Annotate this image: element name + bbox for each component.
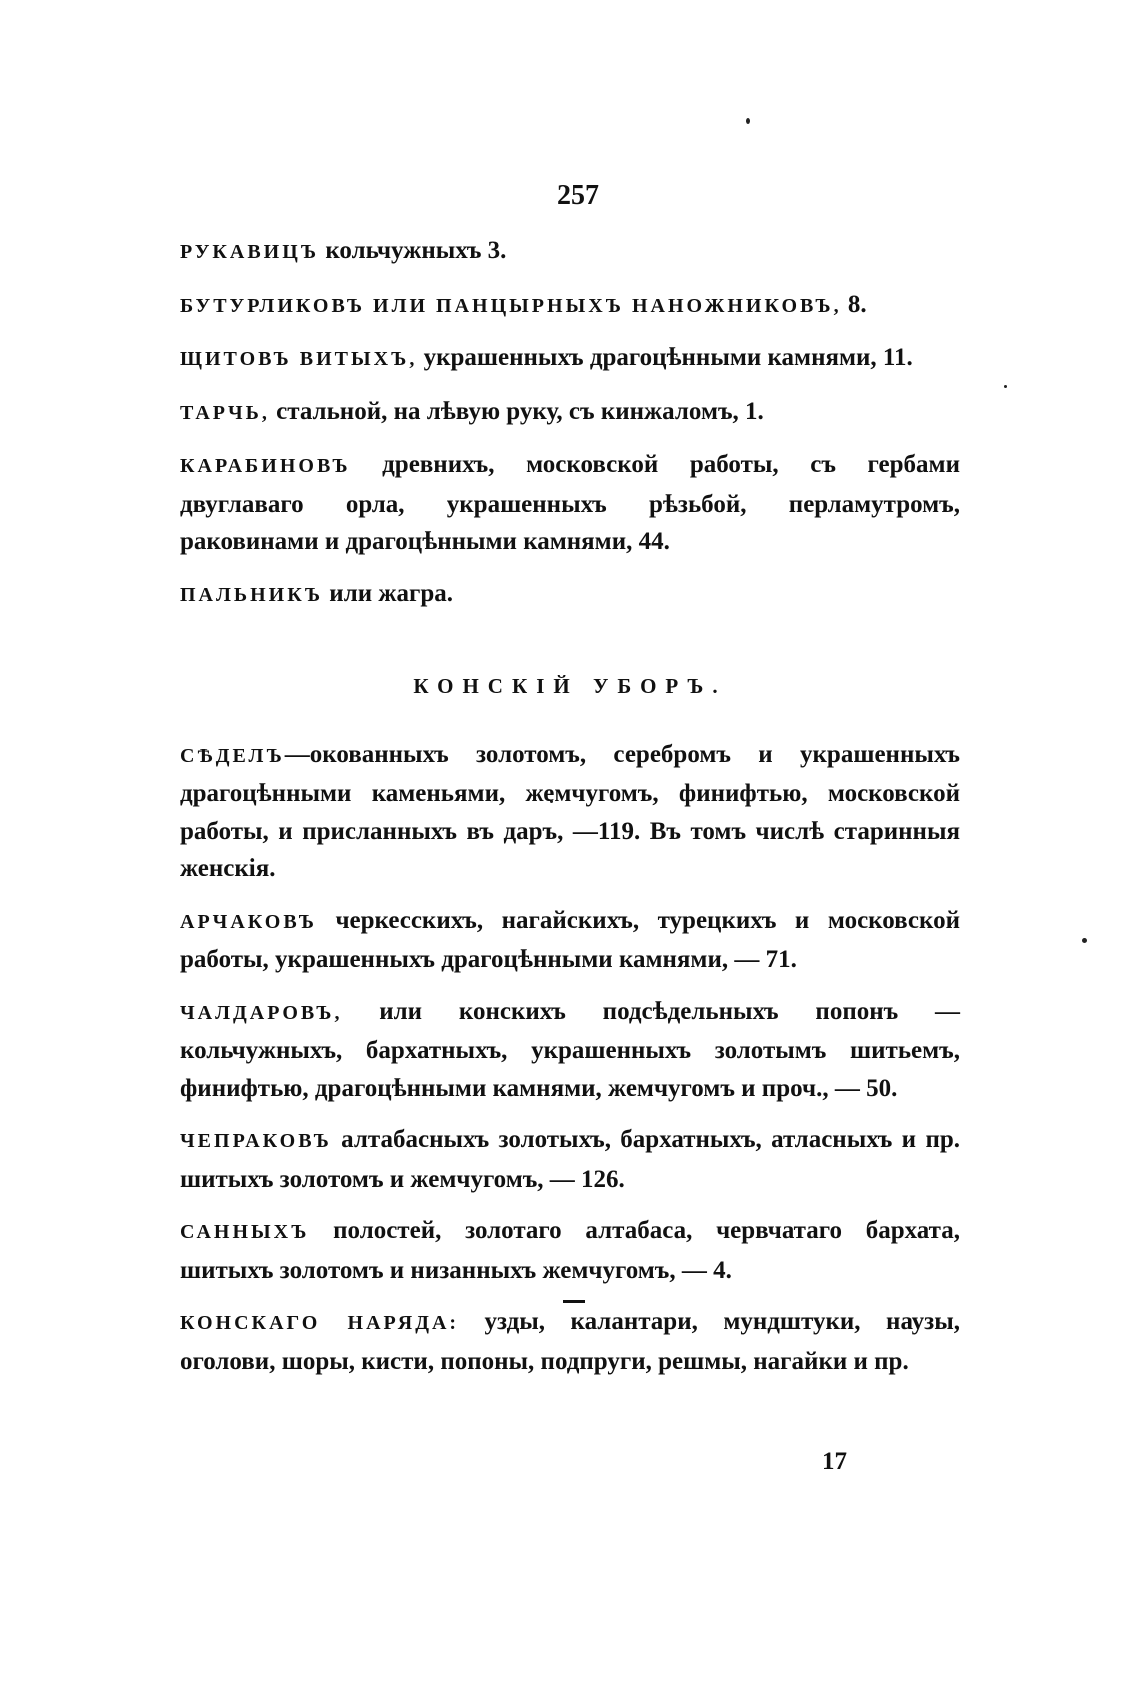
- entry-text: черкесскихъ, нагайскихъ, турецкихъ и московской работы, украшенныхъ драгоцѣнными камнями, — 71.: [180, 906, 960, 973]
- signature-mark: 17: [822, 1448, 847, 1475]
- page-number: 257: [557, 180, 599, 211]
- entry-text: —окованныхъ золотомъ, серебромъ и украшенныхъ драгоцѣнными каменьями, жемчугомъ, финифтью, московской работы, и присланныхъ въ даръ, —119. Въ томъ числѣ старинныя женскія.: [180, 740, 960, 882]
- entry-shields: [180, 339, 960, 379]
- entry-horse-gear: [180, 1303, 960, 1380]
- entry-sledge-covers: [180, 1212, 960, 1289]
- entry-text: кольчужныхъ 3.: [319, 237, 507, 264]
- entry-head: САННЫХЪ: [180, 1221, 310, 1243]
- entry-head: РУКАВИЦЪ: [180, 241, 320, 263]
- entry-head: ЩИТОВЪ ВИТЫХЪ,: [180, 348, 418, 370]
- entry-head: КАРАБИНОВЪ: [180, 455, 351, 477]
- entry-linstock: [180, 575, 960, 615]
- print-speck: [1004, 385, 1007, 388]
- entry-text: древнихъ, московской работы, съ гербами двуглаваго орла, украшенныхъ рѣзьбой, перламутромъ, раковинами и драгоцѣнными камнями, 44.: [180, 451, 960, 555]
- entry-head: ЧЕПРАКОВЪ: [180, 1130, 332, 1152]
- entry-gauntlets: [180, 232, 960, 272]
- entry-saddle-trees: [180, 902, 960, 979]
- entry-head: ТАРЧЬ,: [180, 401, 270, 424]
- entry-head: БУТУРЛИКОВЪ ИЛИ ПАНЦЫРНЫХЪ НАНОЖНИКОВЪ,: [180, 294, 842, 317]
- entry-text: полостей, золотаго алтабаса, червчатаго бархата, шитыхъ золотомъ и низанныхъ жемчугомъ, — 4.: [180, 1217, 960, 1284]
- page-body: [180, 232, 960, 1394]
- entry-carbines: [180, 446, 960, 561]
- entry-head: ЧАЛДАРОВЪ,: [180, 1001, 343, 1024]
- rule-dash: [563, 1300, 585, 1303]
- end-rule: [4, 1300, 1140, 1303]
- entry-chaldars: [180, 993, 960, 1108]
- entry-head: ПАЛЬНИКЪ: [180, 583, 324, 606]
- entry-head: СѢДЕЛЪ: [180, 744, 285, 767]
- section-title: КОНСКІЙ УБОРЪ.: [413, 674, 727, 698]
- entry-head: КОНСКАГО НАРЯДА:: [180, 1312, 460, 1334]
- entry-text: узды, калантари, мундштуки, наузы, оголови, шоры, кисти, попоны, подпруги, решмы, нагайки и пр.: [180, 1308, 960, 1375]
- entry-shabracks: [180, 1121, 960, 1198]
- entry-text: алтабасныхъ золотыхъ, бархатныхъ, атласныхъ и пр. шитыхъ золотомъ и жемчугомъ, — 126.: [180, 1126, 960, 1193]
- entry-greaves: [180, 286, 960, 326]
- entry-saddles: [180, 736, 960, 888]
- print-speck: [1082, 938, 1087, 943]
- entry-text: 8.: [841, 290, 867, 318]
- entry-text: или жагра.: [323, 579, 454, 607]
- entry-head: АРЧАКОВЪ: [180, 910, 317, 933]
- entry-text: или конскихъ подсѣдельныхъ попонъ — кольчужныхъ, бархатныхъ, украшенныхъ золотымъ шитьемъ, финифтью, драгоцѣнными камнями, жемчугомъ и проч., — 50.: [180, 997, 960, 1102]
- entry-targe: [180, 393, 960, 433]
- print-speck: [746, 118, 750, 124]
- entry-text: стальной, на лѣвую руку, съ кинжаломъ, 1.: [269, 397, 764, 425]
- entry-text: украшенныхъ драгоцѣнными камнями, 11.: [417, 344, 913, 371]
